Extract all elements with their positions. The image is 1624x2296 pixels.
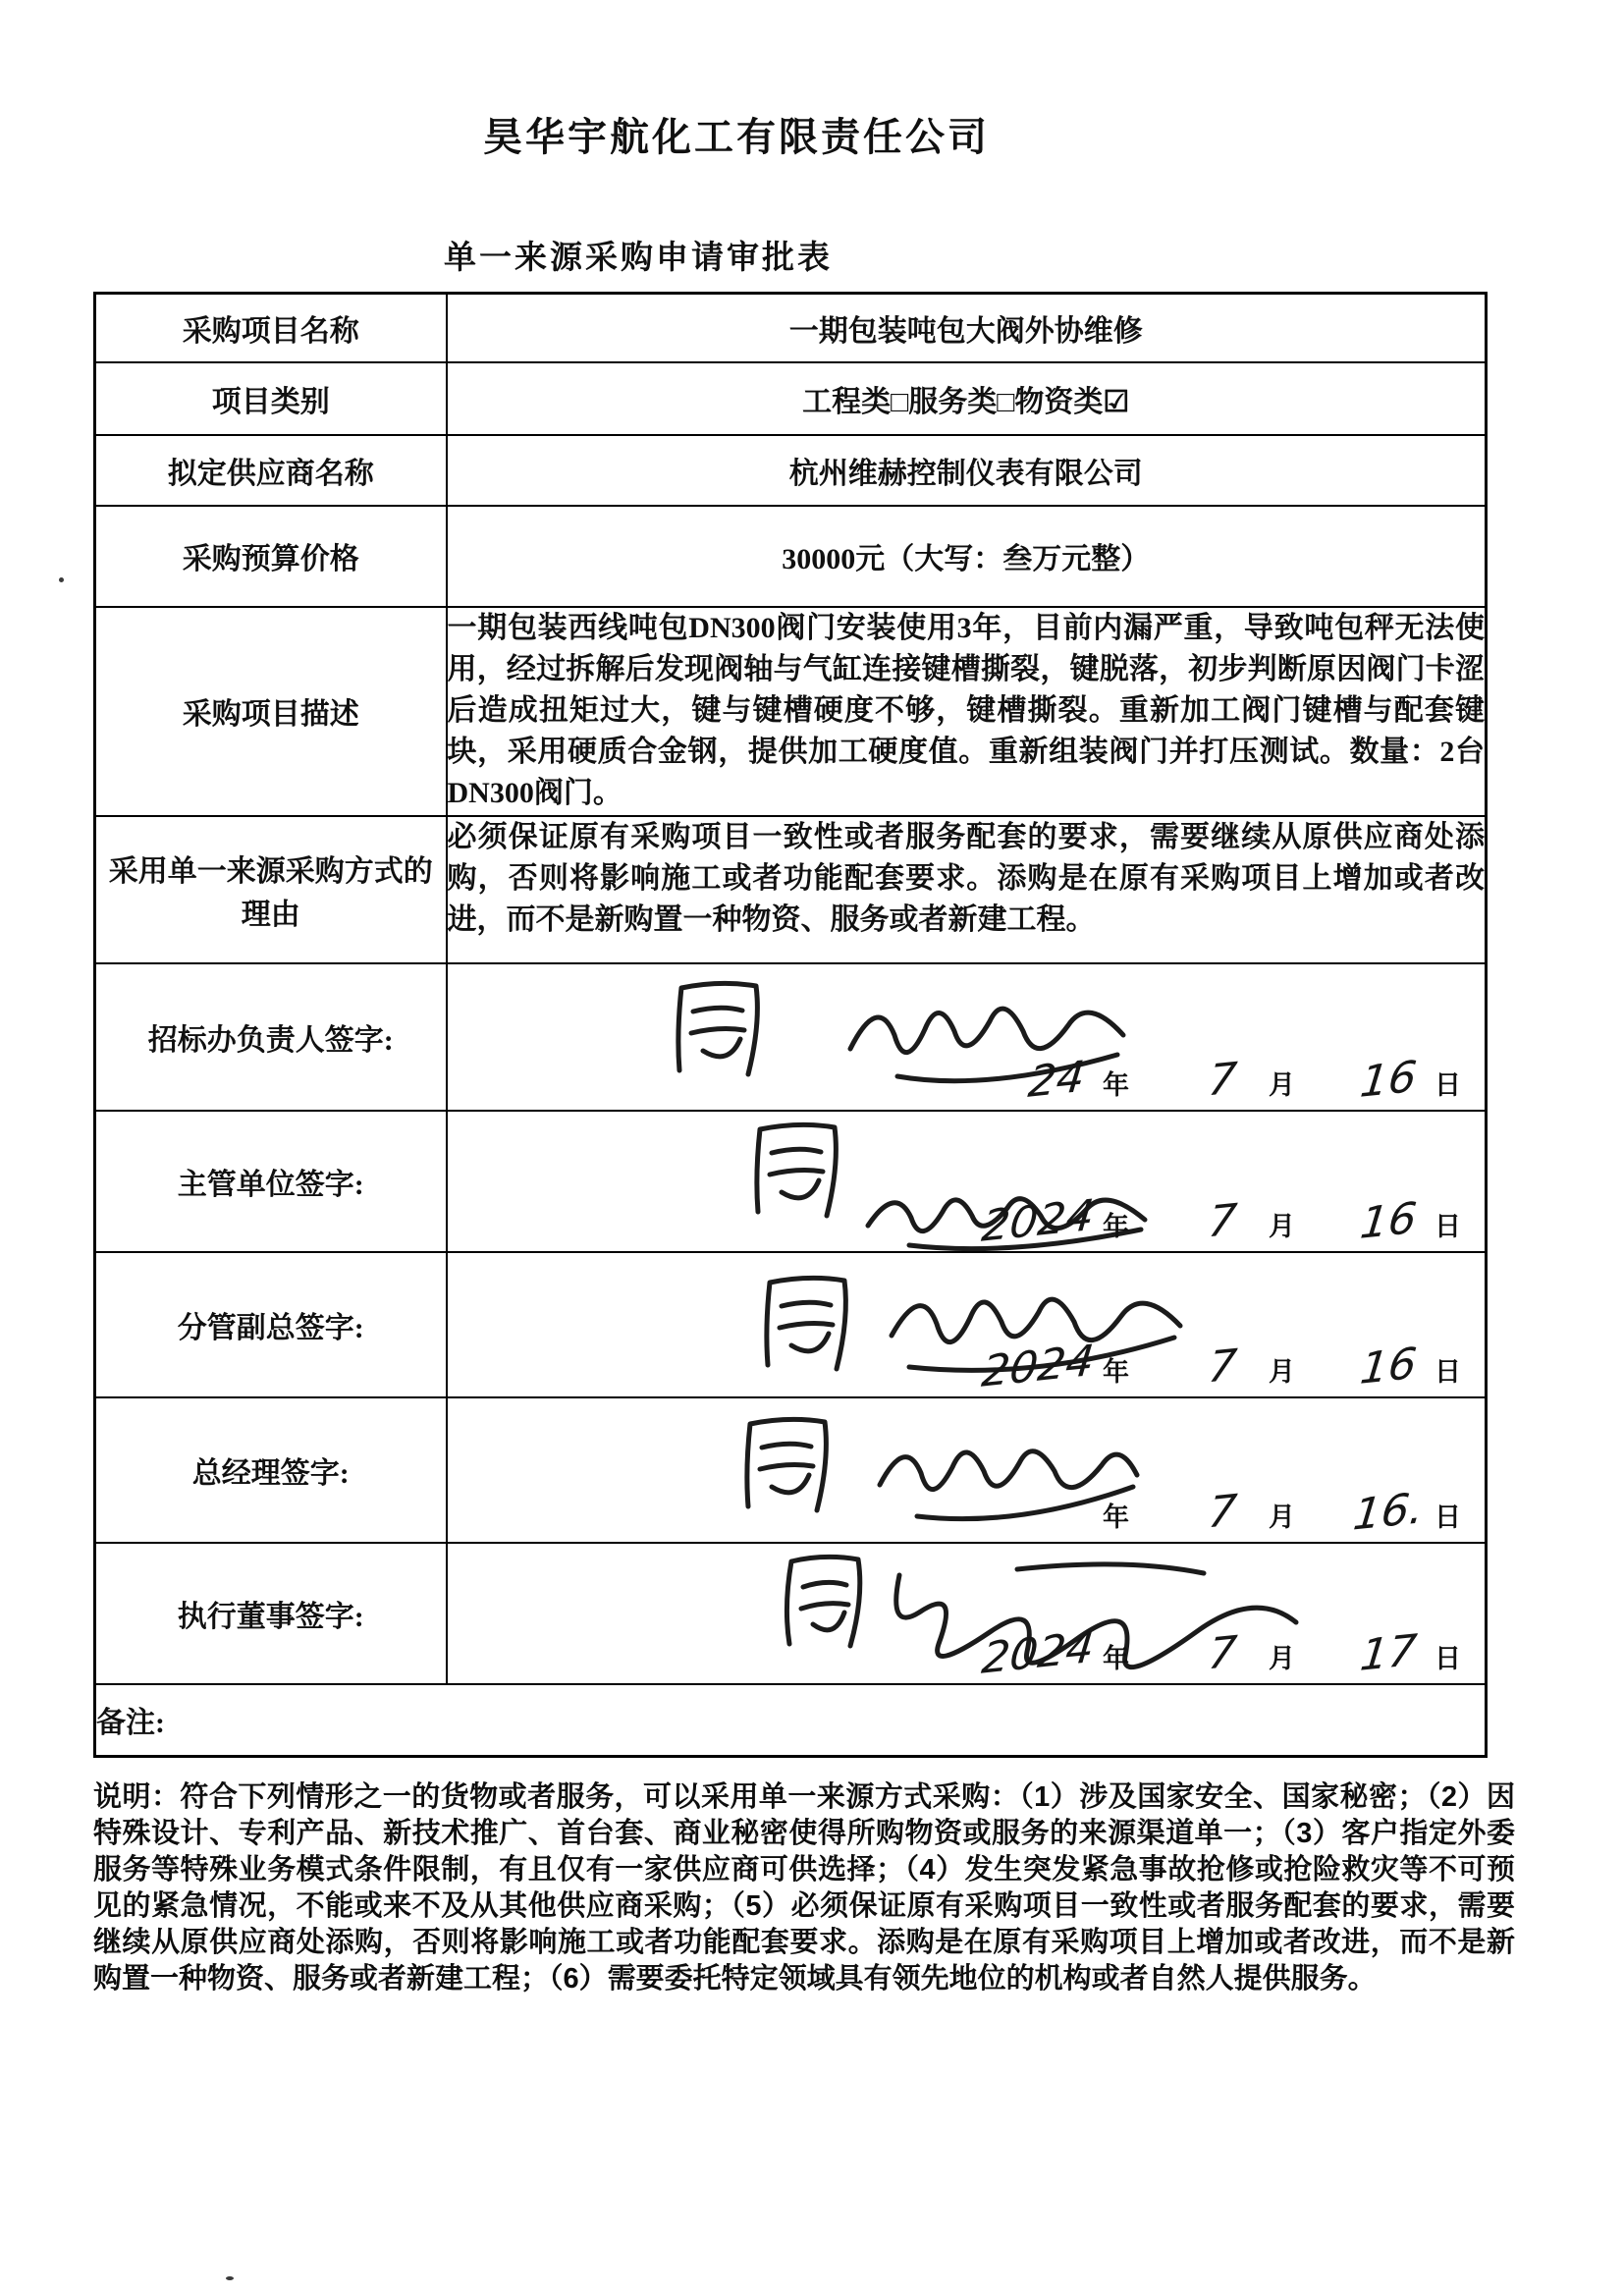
row-label: 分管副总签字: [95,1252,447,1397]
row-label: 招标办负责人签字: [95,963,447,1111]
table-row-project-name [95,294,1487,362]
day-label: 日 [1435,1643,1461,1673]
table-row-reason [95,816,1487,963]
table-row-remark [95,1684,1487,1757]
table-row-description [95,607,1487,816]
footnote: 说明：符合下列情形之一的货物或者服务，可以采用单一来源方式采购：（1）涉及国家安全、国家秘密；（2）因特殊设计、专利产品、新技术推广、首台套、商业秘密使得所购物资或服务的来源渠道单一；（3）客户指定外委服务等特殊业务模式条件限制，有且仅有一家供应商可供选择；（4）发生突发紧急事故抢修或抢险救灾等不可预见的紧急情况，不能或来不及从其他供应商采购；（5）必须保证原有采购项目一致性或者服务配套的要求，需要继续从原供应商处添购，否则将影响施工或者功能配套要求。添购是在原有采购项目上增加或者改进，而不是新购置一种物资、服务或者新建工程；（6）需要委托特定领域具有领先地位的机构或者自然人提供服务。 [93,1781,1515,1995]
row-label: 项目类别 [95,362,447,435]
handwritten-year [1019,1522,1093,1530]
form-title: 单一来源采购申请审批表 [444,241,833,276]
table-row-category [95,362,1487,435]
handwritten-approval [732,1408,850,1529]
scan-noise-dot [59,577,64,582]
handwritten-year: 2024 [979,1189,1097,1252]
approval-table [93,292,1488,1758]
month-label: 月 [1269,1356,1295,1387]
row-label: 采购项目描述 [95,607,447,816]
handwritten-day: 17 [1357,1624,1420,1681]
row-value: 30000元（大写：叁万元整） [447,506,1487,607]
handwritten-approval [742,1114,860,1234]
month-label: 月 [1269,1502,1295,1532]
table-row-signature-general-manager [95,1397,1487,1543]
date-line [979,1335,1465,1397]
date-line [979,1621,1465,1684]
handwritten-month: 7 [1206,1626,1240,1679]
day-label: 日 [1435,1211,1461,1241]
month-label: 月 [1269,1069,1295,1100]
row-label: 采购预算价格 [95,506,447,607]
year-label: 年 [1103,1211,1129,1241]
date-line [1020,1051,1465,1108]
signature-cell [447,1111,1487,1252]
scan-noise-dot [226,2276,234,2280]
year-label: 年 [1103,1643,1129,1673]
row-value-reason: 必须保证原有采购项目一致性或者服务配套的要求，需要继续从原供应商处添购，否则将影响施工或者功能配套要求。添购是在原有采购项目上增加或者改进，而不是新购置一种物资、服务或者新建工程。 [447,816,1487,963]
signature-cell [447,1543,1487,1684]
year-label: 年 [1103,1356,1129,1387]
handwritten-day: 16 [1357,1338,1420,1394]
company-title: 昊华宇航化工有限责任公司 [483,116,990,159]
handwritten-day: 16 [1357,1192,1420,1249]
month-label: 月 [1269,1643,1295,1673]
table-row-signature-bidding-office [95,963,1487,1111]
row-label: 总经理签字: [95,1397,447,1543]
row-value-category-checkboxes: 工程类□服务类□物资类☑ [447,362,1487,435]
year-label: 年 [1103,1502,1129,1532]
handwritten-day: 16 [1357,1051,1420,1108]
day-label: 日 [1435,1069,1461,1100]
handwritten-approval [752,1267,870,1388]
day-label: 日 [1435,1502,1461,1532]
handwritten-month: 7 [1206,1194,1240,1247]
handwritten-year: 24 [1025,1051,1088,1108]
day-label: 日 [1435,1356,1461,1387]
month-label: 月 [1269,1211,1295,1241]
remark-label: 备注: [95,1684,1487,1757]
table-row-budget [95,506,1487,607]
table-row-signature-executive-director [95,1543,1487,1684]
table-row-signature-deputy-general [95,1252,1487,1397]
row-label: 执行董事签字: [95,1543,447,1684]
handwritten-month: 7 [1206,1485,1240,1538]
row-label: 主管单位签字: [95,1111,447,1252]
table-row-signature-supervising-unit [95,1111,1487,1252]
handwritten-approval [772,1548,880,1663]
row-label: 拟定供应商名称 [95,435,447,506]
handwritten-month: 7 [1206,1053,1240,1106]
signature-cell [447,963,1487,1111]
handwritten-day: 16. [1350,1482,1427,1541]
handwritten-month: 7 [1206,1339,1240,1393]
date-line [979,1189,1465,1252]
row-label: 采购项目名称 [95,294,447,362]
date-line [1020,1482,1465,1541]
row-value: 一期包装吨包大阀外协维修 [447,294,1487,362]
handwritten-approval [664,972,782,1093]
row-value: 杭州维赫控制仪表有限公司 [447,435,1487,506]
table-row-supplier [95,435,1487,506]
year-label: 年 [1103,1069,1129,1100]
signature-cell [447,1397,1487,1543]
row-value-description: 一期包装西线吨包DN300阀门安装使用3年，目前内漏严重，导致吨包秤无法使用，经过拆解后发现阀轴与气缸连接键槽撕裂，键脱落，初步判断原因阀门卡涩后造成扭矩过大，键与键槽硬度不够，键槽撕裂。重新加工阀门键槽与配套键块，采用硬质合金钢，提供加工硬度值。重新组装阀门并打压测试。数量：2台DN300阀门。 [447,607,1487,816]
signature-cell [447,1252,1487,1397]
handwritten-year: 2024 [979,1621,1097,1684]
row-label: 采用单一来源采购方式的理由 [95,816,447,963]
handwritten-year: 2024 [979,1335,1097,1397]
